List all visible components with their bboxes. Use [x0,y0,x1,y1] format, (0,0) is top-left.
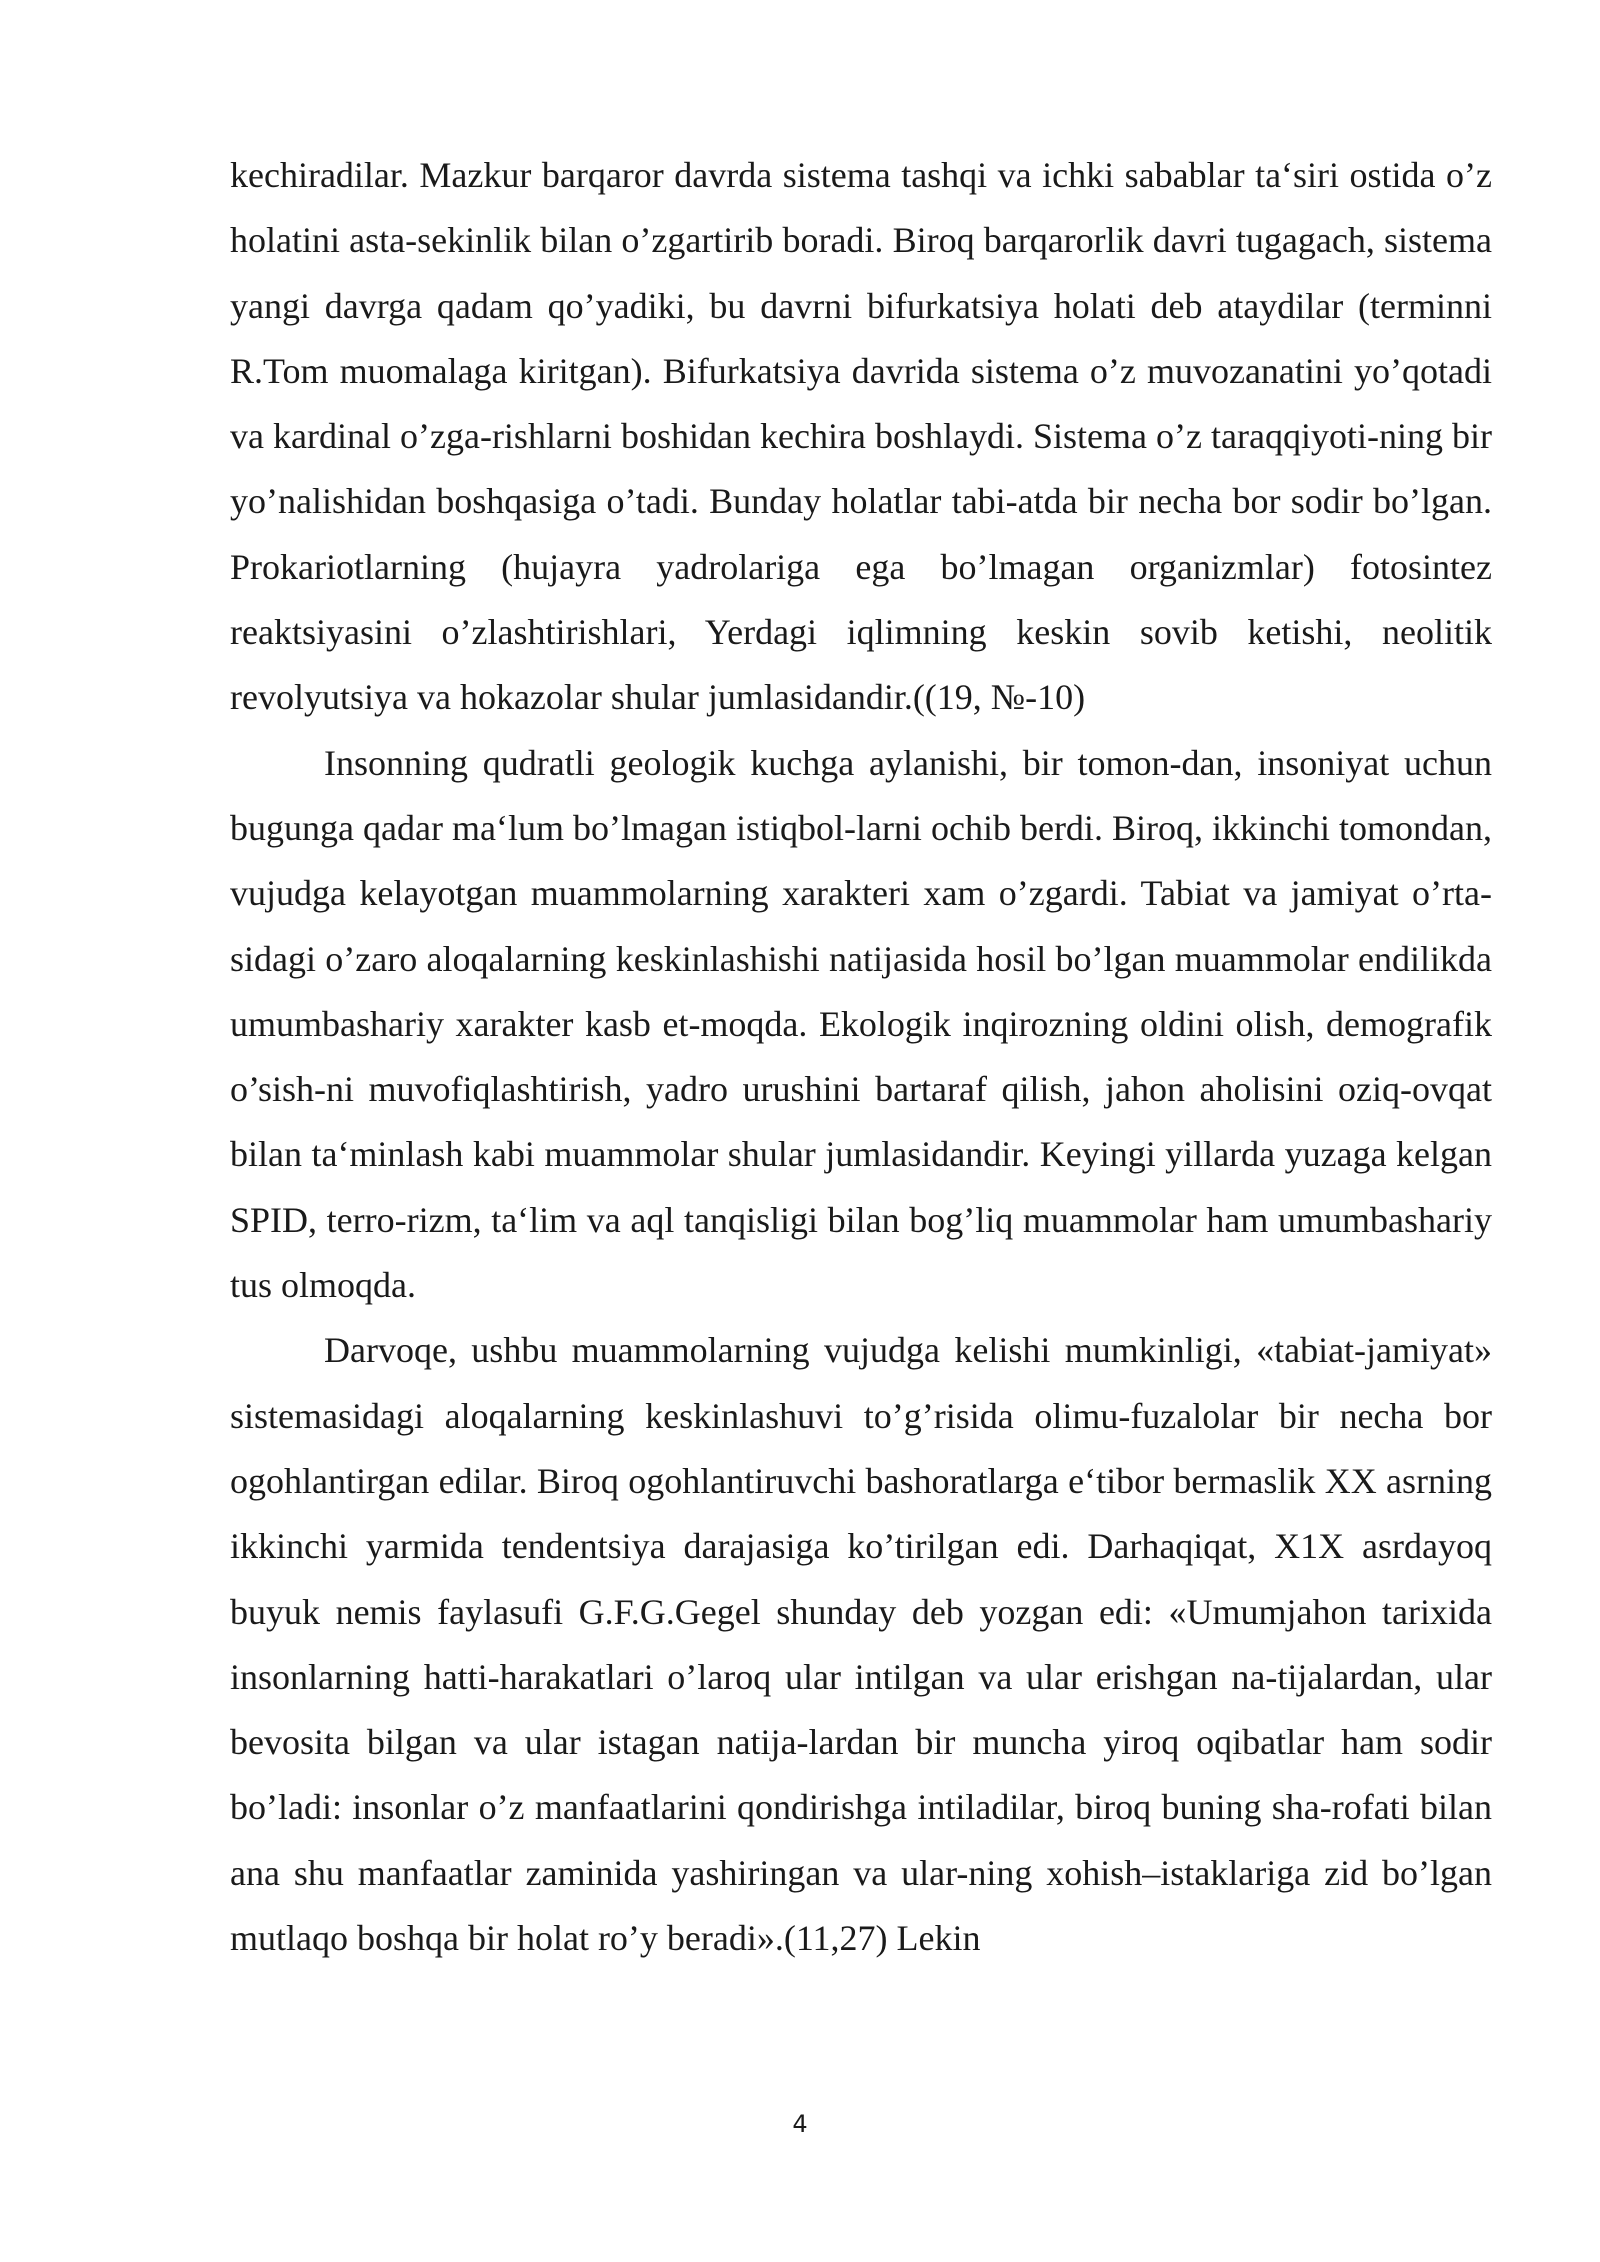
paragraph-warnings: Darvoqe, ushbu muammolarning vujudga kelishi mumkinligi, «tabiat-jamiyat» sistemasidagi aloqalarning keskinlashuvi to’g’risida olimu-fuzalolar bir necha bor ogohlantirgan edilar. Biroq ogohlantiruvchi bashoratlarga e‘tibor bermaslik XX asrning ikkinchi yarmida tendentsiya darajasiga ko’tirilgan edi. Darhaqiqat, X1X asrdayoq buyuk nemis faylasufi G.F.G.Gegel shunday deb yozgan edi: «Umumjahon tarixida insonlarning hatti-harakatlari o’laroq ular intilgan va ular erishgan na-tijalardan, ular bevosita bilgan va ular istagan natija-lardan bir muncha yiroq oqibatlar ham sodir bo’ladi: insonlar o’z manfaatlarini qondirishga intiladilar, biroq buning sha-rofati bilan ana shu manfaatlar zaminida yashiringan va ular-ning xohish–istaklariga zid bo’lgan mutlaqo boshqa bir holat ro’y beradi».(11,27) Lekin [230,1330,1492,1959]
paragraph-continuation: kechiradilar. Mazkur barqaror davrda sistema tashqi va ichki sabablar ta‘siri ostida o’z holatini asta-sekinlik bilan o’zgartirib boradi. Biroq barqarorlik davri tugagach, sistema yangi davrga qadam qo’yadiki, bu davrni bifurkatsiya holati deb ataydilar (terminni R.Tom muomalaga kiritgan). Bifurkatsiya davrida sistema o’z muvozanatini yo’qotadi va kardinal o’zga-rishlarni boshidan kechira boshlaydi. Sistema o’z taraqqiyoti-ning bir yo’nalishidan boshqasiga o’tadi. Bunday holatlar tabi-atda bir necha bor sodir bo’lgan. Prokariotlarning (hujayra yadrolariga ega bo’lmagan organizmlar) fotosintez reaktsiyasini o’zlashtirishlari, Yerdagi iqlimning keskin sovib ketishi, neolitik revolyutsiya va hokazolar shular jumlasidandir.((19, №-10) [230,155,1492,718]
page-number: 4 [792,2110,808,2138]
paragraph-geological-force: Insonning qudratli geologik kuchga aylanishi, bir tomon-dan, insoniyat uchun bugunga qadar ma‘lum bo’lmagan istiqbol-larni ochib berdi. Biroq, ikkinchi tomondan, vujudga kelayotgan muammolarning xarakteri xam o’zgardi. Tabiat va jamiyat o’rta-sidagi o’zaro aloqalarning keskinlashishi natijasida hosil bo’lgan muammolar endilikda umumbashariy xarakter kasb et-moqda. Ekologik inqirozning oldini olish, demografik o’sish-ni muvofiqlashtirish, yadro urushini bartaraf qilish, jahon aholisini oziq-ovqat bilan ta‘minlash kabi muammolar shular jumlasidandir. Keyingi yillarda yuzaga kelgan SPID, terro-rizm, ta‘lim va aql tanqisligi bilan bog’liq muammolar ham umumbashariy tus olmoqda. [230,742,1492,1306]
document-body [230,143,1492,1971]
